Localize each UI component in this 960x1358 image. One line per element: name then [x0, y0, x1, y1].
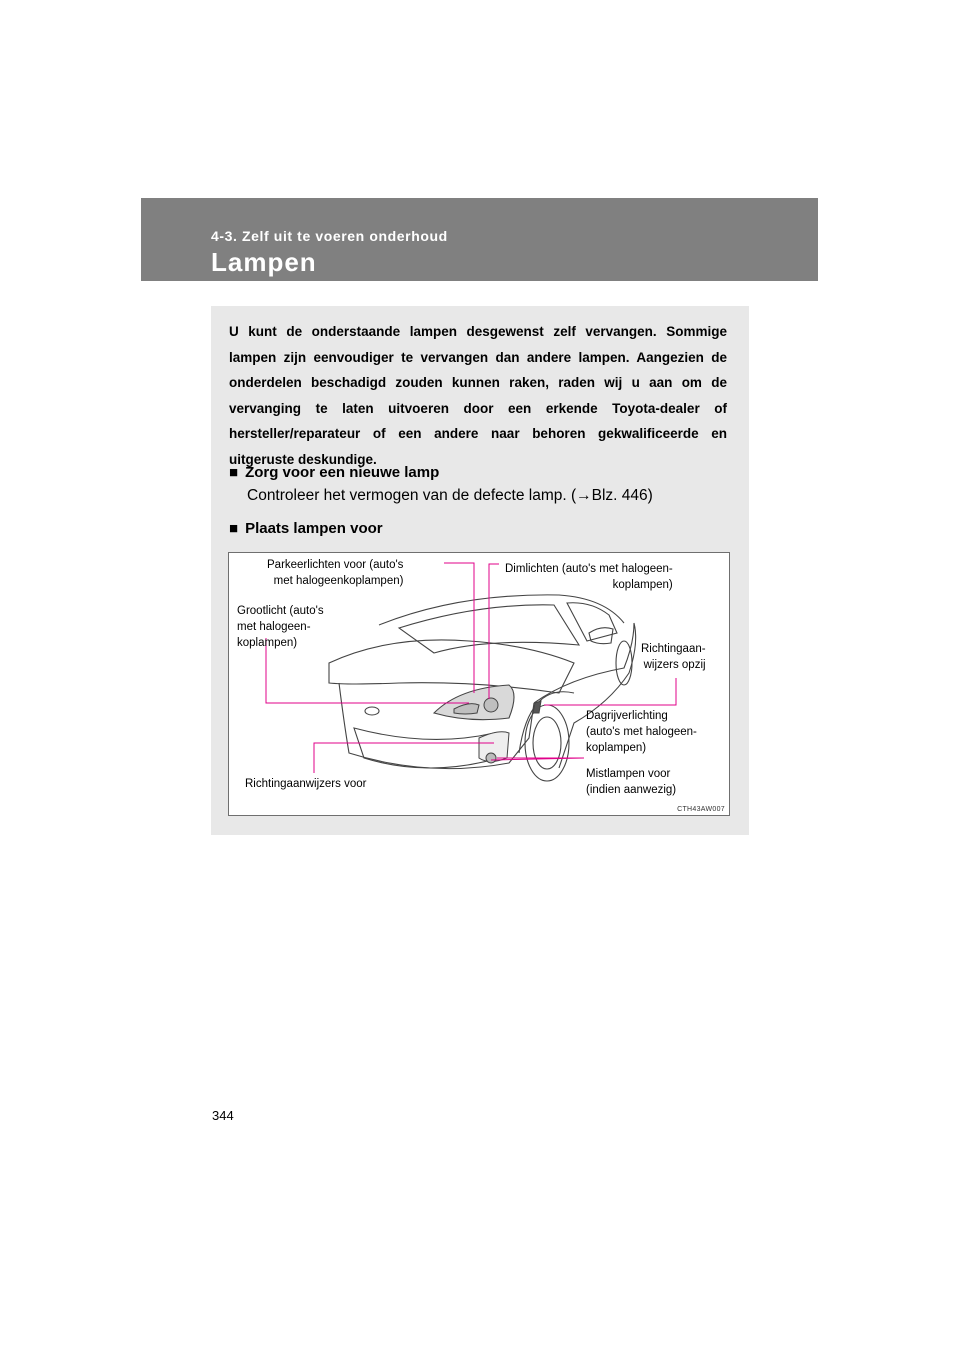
- fog-lamp: [486, 753, 496, 763]
- section-heading-text: Plaats lampen voor: [245, 520, 383, 537]
- callout-fog-lamps: Mistlampen voor (indien aanwezig): [586, 768, 677, 796]
- emblem: [365, 707, 379, 715]
- section-heading-new-lamp: [229, 464, 439, 481]
- rear-wheel: [616, 641, 632, 685]
- front-wheel: [525, 705, 569, 781]
- callout-parking-lights: Parkeerlichten voor (auto's met halogeenkoplampen): [267, 559, 404, 587]
- section-heading-text: Zorg voor een nieuwe lamp: [245, 464, 440, 481]
- callout-line-lowbeam: [489, 564, 499, 699]
- car-lamp-figure: [228, 552, 730, 816]
- section-body-text: Controleer het vermogen van de defecte lamp. (: [247, 487, 577, 504]
- hood-outline: [329, 640, 574, 693]
- callout-high-beam: Grootlicht (auto's met halogeen- koplampen): [237, 605, 324, 649]
- grille-outline: [354, 728, 499, 768]
- section-body-new-lamp: [247, 487, 653, 505]
- callout-front-turn-signals: Richtingaanwijzers voor: [245, 778, 367, 790]
- front-wheel-rim: [533, 717, 561, 769]
- square-bullet-icon: ■: [229, 464, 239, 481]
- figure-code: CTH43AW007: [677, 806, 725, 813]
- arrow-right-icon: →: [576, 487, 592, 504]
- square-bullet-icon: ■: [229, 520, 239, 537]
- car-roof-outline: [379, 595, 624, 625]
- side-window-outline: [567, 603, 617, 641]
- section-label: 4-3. Zelf uit te voeren onderhoud: [211, 228, 448, 244]
- page-title: Lampen: [211, 247, 317, 277]
- side-mirror: [589, 628, 613, 644]
- intro-paragraph: U kunt de onderstaande lampen desgewenst zelf vervangen. Sommige lampen zijn eenvoudiger te vervangen dan andere lampen. Aangezien de onderdelen beschadigd zouden kunnen raken, raden wij u aan om de vervanging te laten uitvoeren door een erkende Toyota-dealer of hersteller/reparateur of een andere naar behoren gekwalificeerde en uitgeruste deskundige.: [229, 324, 727, 467]
- callout-line-parking: [444, 563, 474, 693]
- callout-side-turn-signals: Richtingaan- wijzers opzij: [641, 643, 706, 671]
- callout-drl: Dagrijverlichting (auto's met halogeen- koplampen): [586, 710, 697, 754]
- page-number: 344: [212, 1108, 234, 1123]
- page-reference-link[interactable]: Blz. 446): [591, 487, 653, 504]
- headlamp-bulb-low: [484, 698, 498, 712]
- section-heading-front-lamps: [229, 520, 383, 537]
- callout-low-beam: Dimlichten (auto's met halogeen- koplampen): [505, 563, 673, 591]
